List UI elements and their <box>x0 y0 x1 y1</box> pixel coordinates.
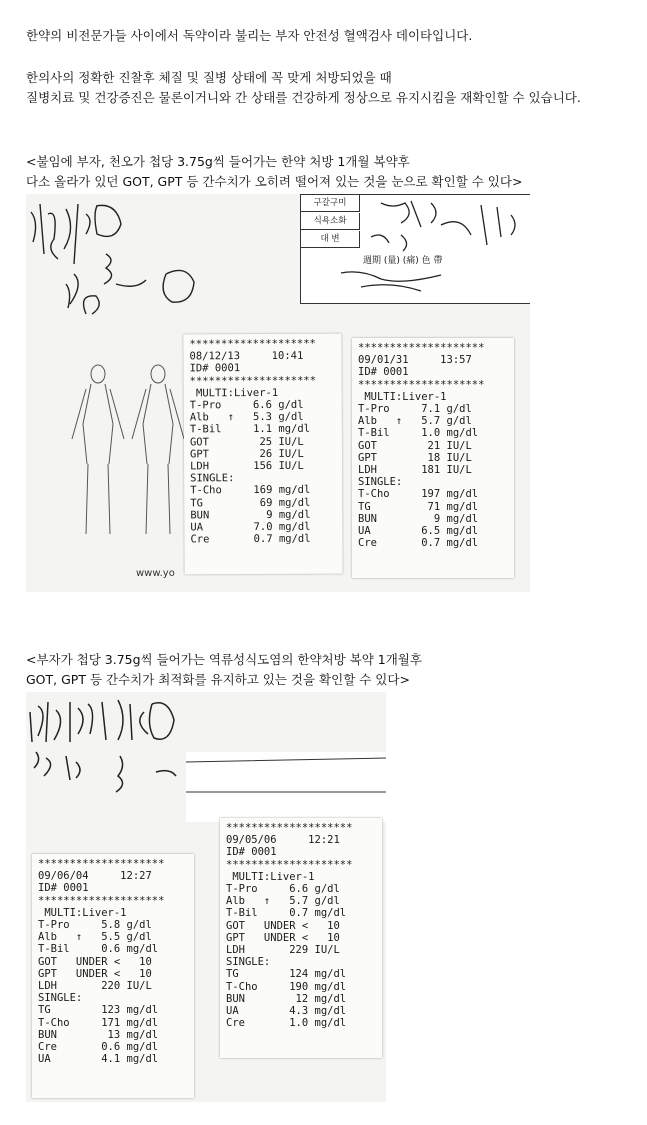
receipt-line: ******************** <box>38 894 165 907</box>
receipt-tg: TG 71 mg/dl <box>358 500 479 513</box>
receipt-line: ******************** <box>38 858 165 870</box>
receipt-ldh: LDH 229 IU/L <box>226 944 340 957</box>
chart-label-1: 구갈구미 <box>301 195 360 212</box>
receipt-id: ID# 0001 <box>226 846 277 859</box>
intro-line-1: 한약의 비전문가들 사이에서 독약이라 불리는 부자 안전성 혈액검사 데이타입니다. <box>26 28 473 43</box>
receipt-panel: MULTI:Liver-1 <box>189 386 279 400</box>
receipt-bun: BUN 9 mg/dl <box>358 512 479 525</box>
receipt-date: 09/06/04 12:27 <box>38 870 152 883</box>
receipt-tcho: T-Cho 197 mg/dl <box>358 488 479 501</box>
receipt-line: ******************** <box>189 337 316 351</box>
receipt-tcho: T-Cho 169 mg/dl <box>190 484 311 497</box>
receipt-gpt: GPT 18 IU/L <box>358 451 472 464</box>
chart-row-periods: 週期 (量) (痛) 色 帶 <box>363 256 443 266</box>
receipt-ldh: LDH 181 IU/L <box>358 464 472 477</box>
receipt-ua: UA 4.3 mg/dl <box>226 1005 347 1018</box>
receipt-got: GOT 21 IU/L <box>358 439 472 452</box>
receipt-line: ******************** <box>226 822 353 834</box>
receipt-alb: Alb ↑ 5.3 g/dl <box>189 411 304 424</box>
receipt-got: GOT UNDER < 10 <box>38 955 152 968</box>
case2-photo <box>26 692 386 1102</box>
case1-receipt-b <box>352 338 514 578</box>
receipt-panel: MULTI:Liver-1 <box>226 870 315 883</box>
receipt-tpro: T-Pro 5.8 g/dl <box>38 919 152 932</box>
intro-line-3: 질병치료 및 건강증진은 물론이거니와 간 상태를 건강하게 정상으로 유지시킴을 재확인할 수 있습니다. <box>26 90 581 105</box>
receipt-tg: TG 69 mg/dl <box>190 496 311 510</box>
receipt-bun: BUN 12 mg/dl <box>226 992 347 1005</box>
receipt-single: SINGLE: <box>226 956 271 969</box>
receipt-gpt: GPT UNDER < 10 <box>226 931 340 944</box>
receipt-line: ******************** <box>358 342 485 354</box>
receipt-tg: TG 124 mg/dl <box>226 968 347 981</box>
case2-caption-2: GOT, GPT 등 간수치가 최적화를 유지하고 있는 것을 확인할 수 있다> <box>26 672 410 687</box>
case2-receipt-b <box>220 818 382 1058</box>
receipt-date: 09/01/31 13:57 <box>358 354 472 367</box>
receipt-id: ID# 0001 <box>38 882 89 895</box>
receipt-tcho: T-Cho 190 mg/dl <box>226 980 347 993</box>
intro-line-2: 한의사의 정확한 진찰후 체질 및 질병 상태에 꼭 맞게 처방되었을 때 <box>26 70 392 85</box>
receipt-cre: Cre 0.7 mg/dl <box>190 533 311 546</box>
receipt-alb: Alb ↑ 5.5 g/dl <box>38 931 152 944</box>
receipt-bun: BUN 9 mg/dl <box>190 508 311 522</box>
receipt-cre: Cre 1.0 mg/dl <box>226 1017 347 1030</box>
case2-receipt-a <box>32 854 194 1098</box>
receipt-bun: BUN 13 mg/dl <box>38 1028 159 1041</box>
receipt-id: ID# 0001 <box>358 366 409 379</box>
receipt-gpt: GPT UNDER < 10 <box>38 967 152 980</box>
receipt-tbil: T-Bil 0.7 mg/dl <box>226 907 347 920</box>
receipt-ldh: LDH 220 IU/L <box>38 980 152 993</box>
receipt-date: 09/05/06 12:21 <box>226 834 340 847</box>
chart-label-3: 대 변 <box>301 231 360 248</box>
case1-caption-1: <불임에 부자, 천오가 첩당 3.75g씩 들어가는 한약 처방 1개월 복약후 <box>26 154 410 169</box>
receipt-got: GOT UNDER < 10 <box>226 919 340 932</box>
photo-footer-url: www.yo <box>136 568 175 579</box>
receipt-tpro: T-Pro 7.1 g/dl <box>358 403 472 416</box>
receipt-single: SINGLE: <box>190 472 235 485</box>
prescription-chart <box>300 194 530 304</box>
receipt-date: 08/12/13 10:41 <box>189 349 304 363</box>
receipt-line: ******************** <box>226 858 353 871</box>
receipt-ldh: LDH 156 IU/L <box>190 459 304 473</box>
receipt-panel: MULTI:Liver-1 <box>38 906 127 919</box>
receipt-single: SINGLE: <box>358 476 403 489</box>
chart-label-2: 식욕소화 <box>301 213 360 230</box>
chart-handwriting-icon <box>301 195 530 303</box>
receipt-gpt: GPT 26 IU/L <box>189 447 304 461</box>
receipt-got: GOT 25 IU/L <box>189 435 304 449</box>
receipt-tpro: T-Pro 6.6 g/dl <box>189 398 304 412</box>
receipt-tbil: T-Bil 1.0 mg/dl <box>358 427 479 440</box>
case1-photo <box>26 194 530 592</box>
receipt-line: ******************** <box>358 378 485 391</box>
receipt-tbil: T-Bil 1.1 mg/dl <box>189 423 311 436</box>
receipt-cre: Cre 0.7 mg/dl <box>358 537 479 550</box>
case2-caption-1: <부자가 첩당 3.75g씩 들어가는 역류성식도염의 한약처방 복약 1개월후 <box>26 652 422 667</box>
case1-caption-2: 다소 올라가 있던 GOT, GPT 등 간수치가 오히려 떨어져 있는 것을 눈으로 확인할 수 있다> <box>26 174 523 189</box>
case1-receipt-a <box>183 334 342 575</box>
receipt-panel: MULTI:Liver-1 <box>358 390 447 403</box>
receipt-ua: UA 6.5 mg/dl <box>358 525 479 538</box>
receipt-tcho: T-Cho 171 mg/dl <box>38 1016 159 1029</box>
handwriting-scribble-icon <box>26 692 386 822</box>
receipt-ua: UA 7.0 mg/dl <box>190 520 311 534</box>
receipt-tbil: T-Bil 0.6 mg/dl <box>38 943 159 956</box>
receipt-ua: UA 4.1 mg/dl <box>38 1053 159 1066</box>
receipt-cre: Cre 0.6 mg/dl <box>38 1041 159 1054</box>
receipt-id: ID# 0001 <box>189 362 241 375</box>
receipt-tg: TG 123 mg/dl <box>38 1004 159 1017</box>
receipt-tpro: T-Pro 6.6 g/dl <box>226 883 340 896</box>
receipt-alb: Alb ↑ 5.7 g/dl <box>358 415 472 428</box>
receipt-single: SINGLE: <box>38 992 83 1005</box>
receipt-alb: Alb ↑ 5.7 g/dl <box>226 895 340 908</box>
receipt-line: ******************** <box>189 374 317 387</box>
